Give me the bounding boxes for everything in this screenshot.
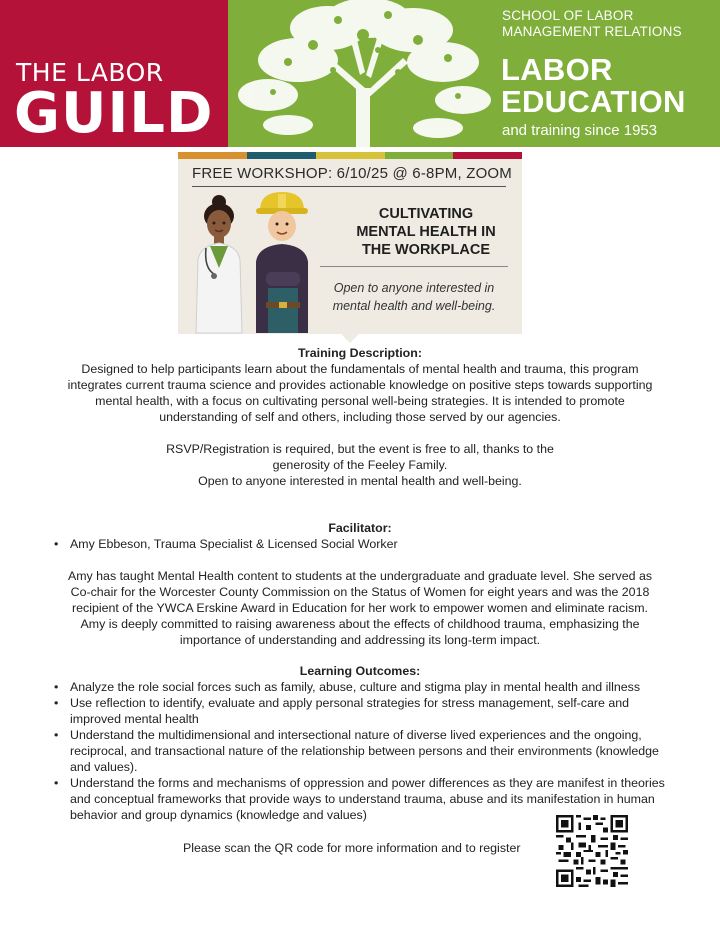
outcomes-heading: Learning Outcomes:	[299, 664, 421, 678]
color-stripe	[178, 152, 247, 159]
color-stripe	[316, 152, 385, 159]
list-item: • Use reflection to identify, evaluate and apply personal strategies for stress management, self-care and improved mental health	[70, 695, 680, 727]
description-body: Designed to help participants learn about the fundamentals of mental health and trauma, this program integrates current trauma science and provides actionable knowledge on positive steps towards supporting mental health, with a focus on cultivating personal well-being strategies. It is intended to promote understanding of self and others, including those served by our agencies.	[67, 362, 653, 424]
labor-education-title: LABOR EDUCATION	[501, 52, 686, 119]
labor-guild-logo	[0, 0, 228, 147]
workshop-title: FREE WORKSHOP: 6/10/25 @ 6-8PM, ZOOM	[192, 165, 512, 182]
list-item: • Analyze the role social forces such as family, abuse, culture and stigma play in mental health and illness	[70, 679, 680, 695]
facilitator-heading: Facilitator:	[328, 521, 392, 535]
rsvp-note: RSVP/Registration is required, but the event is free to all, thanks to the generosity of the Feeley Family. Open to anyone interested in mental health and well-being.	[166, 442, 554, 488]
qr-prompt: Please scan the QR code for more information and to register	[183, 841, 521, 855]
description-heading: Training Description:	[298, 346, 422, 360]
workers-illustration-icon	[182, 188, 322, 334]
list-item: • Understand the multidimensional and intersectional nature of diverse lived experiences and the ongoing, reciprocal, and transactional nature of the relationship between persons and their environments (knowledge and values).	[70, 727, 680, 775]
card-pointer-icon	[340, 333, 360, 343]
outcomes-list	[40, 679, 680, 823]
logo-guild: GUILD	[14, 81, 214, 146]
header-banner	[0, 0, 720, 147]
facilitator-bio: Amy has taught Mental Health content to students at the undergraduate and graduate level. She served as Co-chair for the Worcester County Commission on the Status of Women for eight years and was the 2018 recipient of the YWCA Erskine Award in Education for her work to empower women and eliminate racism. Amy is deeply committed to raising awareness about the effects of childhood trauma, emphasizing the importance of understanding and addressing its long-term impact.	[67, 569, 653, 647]
color-stripe	[247, 152, 316, 159]
qr-code-icon[interactable]	[556, 815, 628, 887]
tree-icon	[228, 0, 498, 147]
logo-the-labor: THE LABOR	[16, 58, 164, 87]
workshop-subtitle: Open to anyone interested in mental health and well-being.	[332, 281, 496, 313]
list-item: • Amy Ebbeson, Trauma Specialist & Licensed Social Worker	[70, 536, 680, 552]
workshop-heading: CULTIVATING MENTAL HEALTH IN THE WORKPLACE	[356, 206, 496, 258]
list-item: • Understand the forms and mechanisms of oppression and power differences as they are manifest in theories and conceptual frameworks that provide ways to understand trauma, abuse and its manifestation in human behavior and group dynamics (knowledge and values)	[70, 775, 680, 823]
color-stripe	[453, 152, 522, 159]
school-name: SCHOOL OF LABOR MANAGEMENT RELATIONS	[502, 8, 682, 39]
divider	[192, 186, 506, 187]
facilitator-list	[40, 536, 680, 552]
color-stripe	[385, 152, 453, 159]
since-tagline: and training since 1953	[502, 122, 658, 139]
divider	[320, 266, 508, 267]
